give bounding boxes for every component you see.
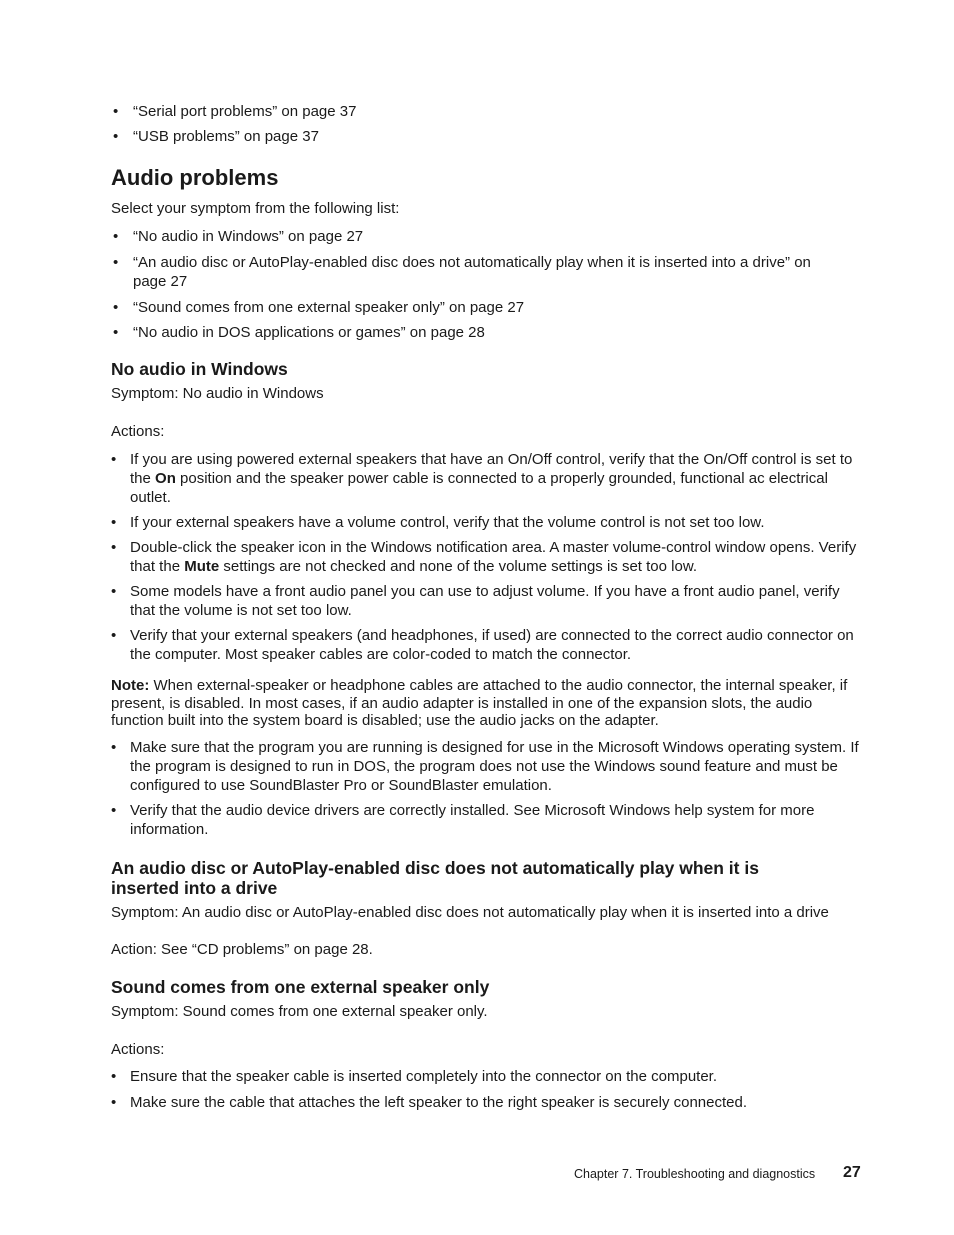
speaker-actions-label: Actions:: [111, 1041, 165, 1058]
action-item: • Make sure that the program you are running is designed for use in the Microsoft Windows operating system. If the program is designed to run in DOS, the program does not use the Windows sound feature and must be configured to use SoundBlaster Pro or SoundBlaster emulation.: [111, 739, 859, 794]
footer-chapter: Chapter 7. Troubleshooting and diagnostics: [574, 1167, 816, 1181]
page-number: 27: [843, 1164, 861, 1181]
symptom-link[interactable]: • “Sound comes from one external speaker only” on page 27: [113, 299, 525, 316]
heading-one-speaker: Sound comes from one external speaker only: [111, 977, 490, 997]
action-item: • If your external speakers have a volume control, verify that the volume control is not set too low.: [111, 514, 765, 531]
action-item: • Verify that your external speakers (and headphones, if used) are connected to the correct audio connector on the computer. Most speaker cables are color-coded to match the connector.: [111, 627, 854, 663]
symptom-link[interactable]: • “No audio in Windows” on page 27: [113, 228, 364, 245]
disc-symptom: Symptom: An audio disc or AutoPlay-enabled disc does not automatically play when it is inserted into a drive: [111, 904, 829, 921]
heading-no-audio-in-windows: No audio in Windows: [111, 359, 288, 379]
symptom-list: [111, 227, 841, 342]
bullet: •: [111, 583, 117, 600]
no-audio-actions-label: Actions:: [111, 423, 165, 440]
bullet: •: [111, 539, 117, 556]
list-item[interactable]: • “Serial port problems” on page 37: [113, 103, 357, 120]
bullet: •: [113, 324, 119, 341]
symptom-link[interactable]: • “No audio in DOS applications or games” on page 28: [113, 324, 485, 341]
bullet: •: [111, 627, 117, 644]
bullet: •: [111, 451, 117, 468]
speaker-actions-list: [111, 1067, 846, 1112]
bullet: •: [111, 739, 117, 756]
bullet: •: [113, 228, 119, 245]
mute-keyword: Mute: [184, 558, 220, 575]
action-item: • Double-click the speaker icon in the Windows notification area. A master volume-control window opens. Verify that the Mute settings are not checked and none of the volume settings is set too low.: [111, 539, 857, 575]
no-audio-more-actions: [111, 738, 863, 839]
no-audio-actions-list: [111, 450, 866, 664]
note-paragraph: Note: When external-speaker or headphone cables are attached to the audio connector, the internal speaker, if present, is disabled. In most cases, if an audio adapter is installed in one of the expansion slots, the audio function built into the system board is disabled; use the audio jacks on the adapter.: [111, 677, 848, 729]
heading-audio-disc: An audio disc or AutoPlay-enabled disc does not automatically play when it is inserted into a drive: [111, 858, 759, 898]
no-audio-symptom: Symptom: No audio in Windows: [111, 385, 324, 402]
speaker-symptom: Symptom: Sound comes from one external speaker only.: [111, 1003, 488, 1020]
list-item[interactable]: • “USB problems” on page 37: [113, 128, 319, 145]
bullet: •: [111, 1068, 117, 1085]
action-item: • Verify that the audio device drivers are correctly installed. See Microsoft Windows help system for more information.: [111, 802, 815, 838]
action-item: • Make sure the cable that attaches the left speaker to the right speaker is securely connected.: [111, 1094, 748, 1111]
symptom-link[interactable]: • “An audio disc or AutoPlay-enabled disc does not automatically play when it is inserted into a drive” on page 27: [113, 254, 811, 290]
action-item: • If you are using powered external speakers that have an On/Off control, verify that the On/Off control is set to the On position and the speaker power cable is connected to a properly grounded, functional ac electrical outlet.: [111, 451, 853, 506]
bullet: •: [113, 254, 119, 271]
action-item: • Some models have a front audio panel you can use to adjust volume. If you have a front audio panel, verify that the volume is not set too low.: [111, 583, 840, 619]
disc-action: Action: See “CD problems” on page 28.: [111, 941, 373, 958]
bullet: •: [111, 514, 117, 531]
section-title-audio-problems: Audio problems: [111, 165, 279, 190]
bullet: •: [113, 128, 119, 145]
bullet: •: [111, 1094, 117, 1111]
bullet: •: [113, 103, 119, 120]
note-label: Note:: [111, 677, 150, 694]
bullet: •: [111, 802, 117, 819]
audio-intro: Select your symptom from the following list:: [111, 200, 400, 217]
on-keyword: On: [155, 470, 176, 487]
action-item: • Ensure that the speaker cable is inserted completely into the connector on the computer.: [111, 1068, 718, 1085]
continuation-list: [111, 102, 846, 146]
bullet: •: [113, 299, 119, 316]
